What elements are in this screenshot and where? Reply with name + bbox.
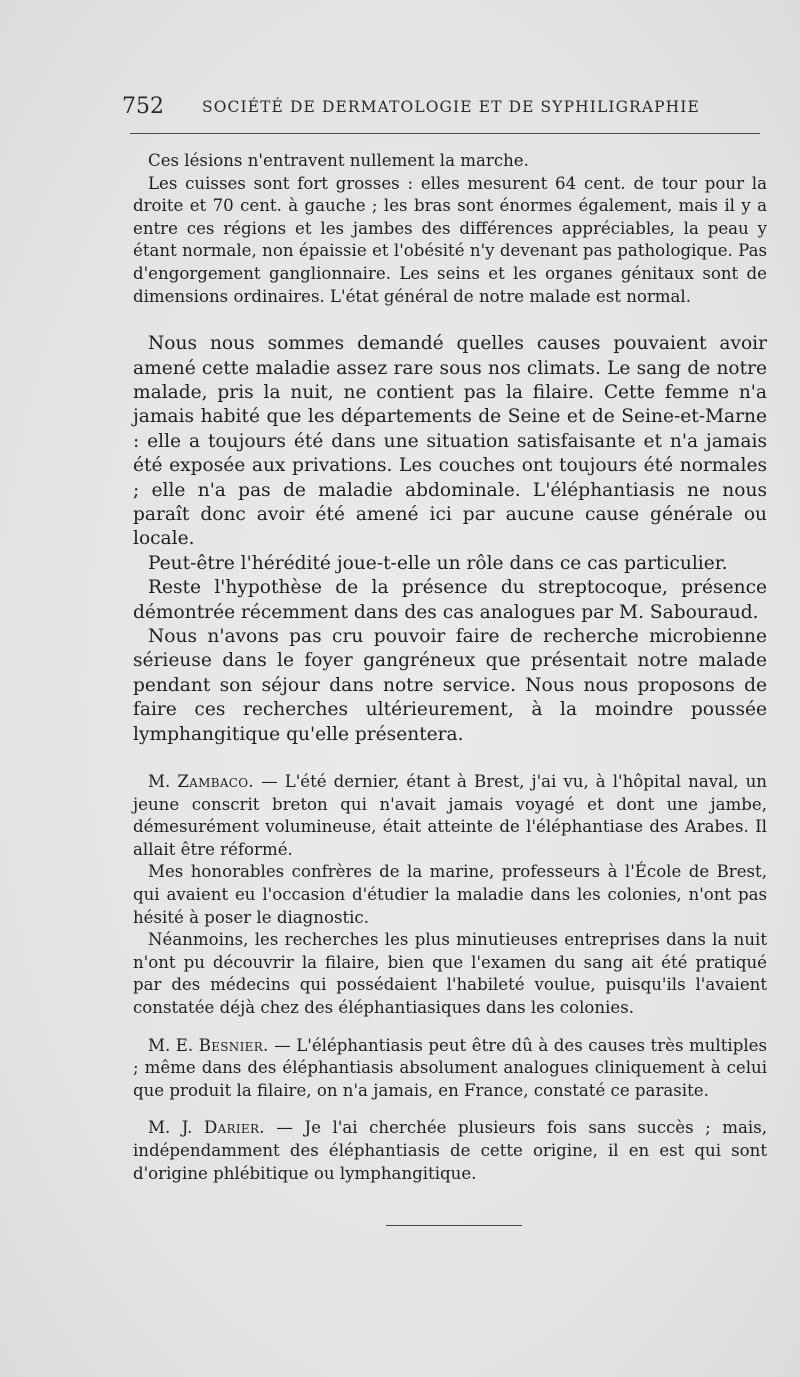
darier-remark — [133, 1117, 767, 1185]
paragraph: Peut-être l'hérédité joue-t-elle un rôle dans ce cas particulier. — [148, 552, 728, 574]
end-rule — [386, 1225, 522, 1226]
speaker-name: Besnier. — [198, 1035, 269, 1055]
paragraph: Reste l'hypothèse de la présence du streptocoque, présence démontrée récemment dans des cas analogues par M. Sabouraud. — [133, 577, 767, 623]
speaker-name: Darier. — [203, 1118, 265, 1138]
page-header — [122, 94, 762, 124]
speaker-prefix: M. J. — [148, 1118, 193, 1138]
page-number: 752 — [122, 94, 164, 119]
speaker-prefix: M. E. — [148, 1035, 194, 1055]
besnier-remark — [133, 1035, 767, 1103]
case-description — [133, 150, 767, 308]
running-title: SOCIÉTÉ DE DERMATOLOGIE ET DE SYPHILIGRAPHIE — [202, 98, 700, 116]
remark-text: — L'éléphantiasis peut être dû à des causes très multiples ; même dans des éléphantiasis absolument analogues cliniquement à celui que produit la filaire, on n'a jamais, en France, constaté ce parasite. — [133, 1035, 767, 1100]
paragraph: Les cuisses sont fort grosses : elles mesurent 64 cent. de tour pour la droite et 70 cent. à gauche ; les bras sont énormes également, mais il y a entre ces régions et les jambes des différences appréciables, la peau y étant normale, non épaissie et l'obésité n'y devenant pas pathologique. Pas d'engorgement ganglionnaire. Les seins et les organes génitaux sont de dimensions ordinaires. L'état général de notre malade est normal. — [133, 173, 767, 306]
paragraph: Néanmoins, les recherches les plus minutieuses entreprises dans la nuit n'ont pu découvrir la filaire, bien que l'examen du sang ait été pratiqué par des médecins qui possédaient l'habileté voulue, puisqu'ils l'avaient constatée déjà chez des éléphantiasiques dans les colonies. — [133, 930, 767, 1017]
body-text — [133, 150, 767, 1185]
header-rule — [130, 133, 760, 134]
paragraph: Nous n'avons pas cru pouvoir faire de recherche microbienne sérieuse dans le foyer gangréneux que présentait notre malade pendant son séjour dans notre service. Nous nous proposons de faire ces recherches ultérieurement, à la moindre poussée lymphangitique qu'elle présentera. — [133, 626, 767, 745]
speaker-name: Zambaco. — [177, 772, 254, 792]
remark-text: — L'été dernier, étant à Brest, j'ai vu, à l'hôpital naval, un jeune conscrit breton qui n'avait jamais voyagé et dont une jambe, démesurément volumineuse, était atteinte de l'éléphantiase des Arabes. Il allait être réformé. — [133, 772, 767, 859]
paragraph: Nous nous sommes demandé quelles causes pouvaient avoir amené cette maladie assez rare sous nos climats. Le sang de notre malade, pris la nuit, ne contient pas la filaire. Cette femme n'a jamais habité que les départements de Seine et de Seine-et-Marne : elle a toujours été dans une situation satisfaisante et n'a jamais été exposée aux privations. Les couches ont toujours été normales ; elle n'a pas de maladie abdominale. L'éléphantiasis ne nous paraît donc avoir été amené ici par aucune cause générale ou locale. — [133, 333, 767, 550]
remark-text: — Je l'ai cherchée plusieurs fois sans succès ; mais, indépendamment des éléphantiasis de cette origine, il en est qui sont d'origine phlébitique ou lymphangitique. — [133, 1118, 767, 1183]
zambaco-remark — [133, 771, 767, 861]
paragraph: Ces lésions n'entravent nullement la marche. — [148, 151, 529, 170]
case-discussion — [133, 332, 767, 747]
speaker-prefix: M. — [148, 772, 171, 792]
society-discussion — [133, 771, 767, 1185]
paragraph: Mes honorables confrères de la marine, professeurs à l'École de Brest, qui avaient eu l'occasion d'étudier la maladie dans les colonies, n'ont pas hésité à poser le diagnostic. — [133, 862, 767, 927]
